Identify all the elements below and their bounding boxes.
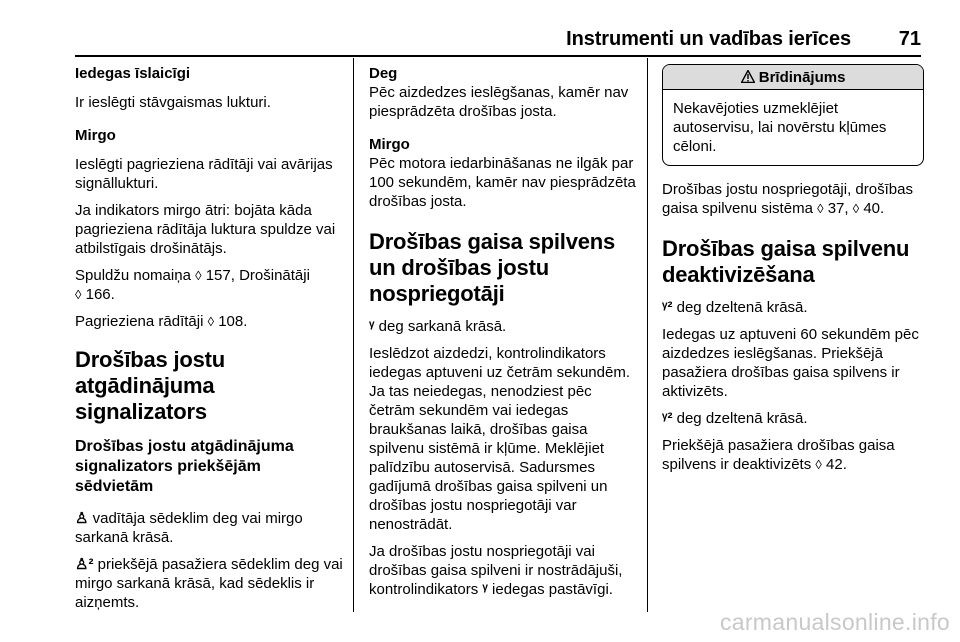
airbag-triggered-text: Ja drošības jostu nospriegotāji vai drošības gaisa spilveni ir nostrādājuši, kontrolindikators: [369, 543, 623, 598]
paragraph-ignition: Ieslēdzot aizdedzi, kontrolindikators iedegas aptuveni uz četrām sekundēm. Ja tas neiedegas, nenodziest pēc četrām sekundēm vai iedegas braukšanas laikā, drošības gaisa spilvenu sistēmā ir kļūme. Meklējiet palīdzību autoservisā. Sadursmes gadījumā drošības gaisa spilveni un drošības jostu nospriegotāji var nenostrādāt.: [369, 345, 630, 533]
reference-arrow-icon: ◊: [817, 201, 824, 216]
heading-deg: Deg: [369, 65, 398, 82]
reference-arrow-icon: ◊: [195, 268, 202, 283]
paragraph-mirgo-1: Ieslēgti pagrieziena rādītāji vai avārijas signāllukturi.: [75, 156, 333, 192]
paragraph-mirgo-2: Ja indikators mirgo ātri: bojāta kāda pagrieziena rādītāja luktura spuldze vai atbilstīgais drošinātājs.: [75, 202, 336, 257]
paragraph-spuldzu: [75, 266, 343, 304]
paragraph-belts-ref: [662, 180, 924, 218]
warning-text: Nekavējoties uzmeklējiet autoservisu, lai novērstu kļūmes cēloni.: [673, 100, 887, 155]
paragraph-deact-1: [662, 298, 924, 317]
reference-arrow-icon: ◊: [207, 314, 215, 329]
belts-ref-link-1[interactable]: 37,: [827, 200, 849, 217]
column-3: [662, 64, 924, 482]
airbag-icon: ᵞ: [369, 318, 375, 335]
paragraph-deact-4: [662, 436, 924, 474]
paragraph-airbag-triggered: [369, 542, 637, 599]
heading-airbag-deactivation: Drošības gaisa spilvenu deaktivizēšana: [662, 236, 910, 287]
paragraph-pagrieziena: [75, 312, 343, 331]
belts-ref-link-2[interactable]: 40.: [863, 200, 885, 217]
page-header: [75, 26, 921, 56]
airbag-on-icon: ᵞ²: [662, 410, 673, 427]
warning-box: [662, 64, 924, 166]
watermark: carmanualsonline.info: [719, 609, 950, 635]
passenger-seat-text: priekšējā pasažiera sēdeklim deg vai mirgo sarkanā krāsā, kad sēdeklis ir aizņemts.: [75, 556, 343, 611]
page-title: Instrumenti un vadības ierīces: [566, 28, 851, 50]
reference-arrow-icon: ◊: [75, 287, 82, 302]
airbag-triggered-end: iedegas pastāvīgi.: [492, 581, 613, 598]
seatbelt-driver-icon: ♙: [75, 510, 89, 527]
deact-ref-link[interactable]: 42.: [826, 456, 847, 473]
spuldzu-ref-link[interactable]: 157, Drošinātāji: [205, 267, 310, 284]
warning-header: [663, 65, 923, 90]
warning-triangle-icon: [741, 69, 755, 86]
column-1: [75, 64, 343, 620]
heading-mirgo: Mirgo: [75, 127, 116, 144]
paragraph-mirgo-3: Pēc motora iedarbināšanas ne ilgāk par 100 sekundēm, kamēr nav piesprādzēta drošības josta.: [369, 155, 636, 210]
heading-mirgo-2: Mirgo: [369, 136, 410, 153]
reference-arrow-icon: ◊: [815, 457, 822, 472]
paragraph-deact-2: Iedegas uz aptuveni 60 sekundēm pēc aizdedzes ieslēgšanas. Priekšējā pasažiera drošības gaisa spilvens ir aktivizēts.: [662, 326, 919, 400]
heading-seatbelt-reminder: Drošības jostu atgādinājuma signalizators: [75, 347, 226, 424]
reference-arrow-icon: ◊: [852, 201, 860, 216]
airbag-icon: ᵞ: [482, 581, 488, 598]
column-2: [369, 64, 637, 607]
pagrieziena-ref-link[interactable]: 108.: [218, 313, 248, 330]
paragraph-deact-3: [662, 409, 924, 428]
deact-1-text: deg dzeltenā krāsā.: [676, 299, 808, 316]
heading-iedegas: Iedegas īslaicīgi: [75, 65, 191, 82]
paragraph-iedegas: Ir ieslēgti stāvgaismas lukturi.: [75, 94, 271, 111]
heading-front-seats: Drošības jostu atgādinājuma signalizators priekšējām sēdvietām: [75, 438, 294, 495]
column-divider-2: [647, 58, 648, 612]
column-divider-1: [353, 58, 354, 612]
seatbelt-passenger-icon: ♙²: [75, 556, 94, 573]
paragraph-airbag-symbol: [369, 317, 637, 336]
spuldzu-text: Spuldžu nomaiņa: [75, 267, 191, 284]
heading-airbag: Drošības gaisa spilvens un drošības jostu nospriegotāji: [369, 229, 616, 306]
pagrieziena-text: Pagrieziena rādītāji: [75, 313, 204, 330]
driver-seat-text: vadītāja sēdeklim deg vai mirgo sarkanā krāsā.: [75, 510, 303, 546]
page-number: 71: [898, 28, 921, 50]
deact-3-text: deg dzeltenā krāsā.: [676, 410, 808, 427]
header-rule: [75, 55, 921, 57]
airbag-symbol-text: deg sarkanā krāsā.: [378, 318, 507, 335]
airbag-off-icon: ᵞ²: [662, 299, 673, 316]
deact-4-text: Priekšējā pasažiera drošības gaisa spilvens ir deaktivizēts: [662, 437, 895, 473]
belts-ref-text: Drošības jostu nospriegotāji, drošības gaisa spilvenu sistēma: [662, 181, 913, 217]
warning-title: Brīdinājums: [758, 69, 846, 86]
drosinataji-ref-link[interactable]: 166.: [85, 286, 115, 303]
paragraph-passenger-seat: [75, 555, 343, 612]
paragraph-deg: Pēc aizdedzes ieslēgšanas, kamēr nav piesprādzēta drošības josta.: [369, 84, 629, 120]
paragraph-driver-seat: [75, 509, 343, 547]
